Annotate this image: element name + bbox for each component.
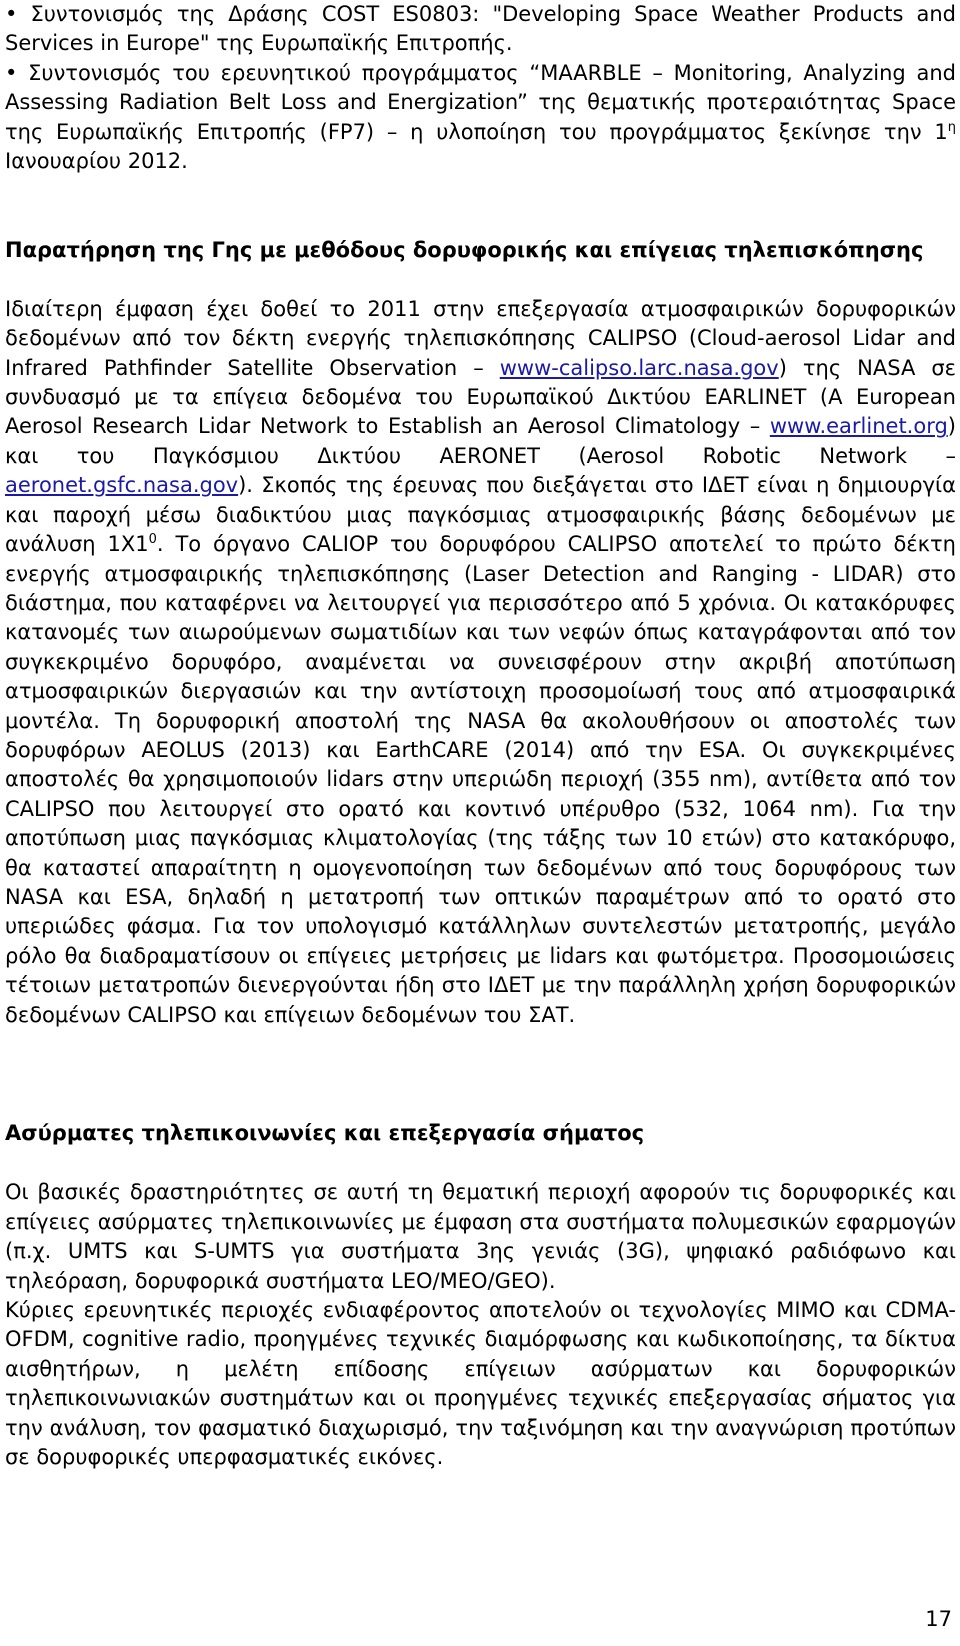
link-aeronet[interactable]: aeronet.gsfc.nasa.gov — [5, 473, 239, 498]
bullet-item-cost-action — [5, 0, 956, 59]
bullet-text: • Συντονισμός του ερευνητικού προγράμματος “MAARBLE – Monitoring, Analyzing and Assessing Radiation Belt Loss and Energization” της θεματικής προτεραιότητας Space της Ευρωπαϊκής Επιτροπής (FP7) – η υλοποίηση του προγράμματος ξεκίνησε την 1 — [5, 60, 956, 144]
document-page — [5, 0, 956, 1472]
paragraph-text: . Το όργανο CALIOP του δορυφόρου CALIPSO αποτελεί το πρώτο δέκτη ενεργής ατμοσφαιρικής τηλεπισκόπησης (Laser Detection and Ranging - LIDAR) στο διάστημα, που καταφέρνει να λειτουργεί για περισσότερο από 5 χρόνια. Οι κατακόρυφες κατανομές των αιωρούμενων σωματιδίων και των νεφών όπως καταγράφονται από τον συγκεκριμένο δορυφόρο, αναμένεται να συνεισφέρουν στην ακριβή αποτύπωση ατμοσφαιρικών διεργασιών και την αντίστοιχη προσομοίωσή τους από ατμοσφαιρικά μοντέλα. Τη δορυφορική αποστολή της NASA θα ακολουθήσουν οι αποστολές των δορυφόρων AEOLUS (2013) και EarthCARE (2014) από την ESA. Οι συγκεκριμένες αποστολές θα χρησιμοποιούν lidars στην υπεριώδη περιοχή (355 nm), αντίθετα από τον CALIPSO που λειτουργεί στο ορατό και κοντινό υπέρυθρο (532, 1064 nm). Για την αποτύπωση μιας παγκόσμιας κλιματολογίας (της τάξης των 10 ετών) στο κατακόρυφο, θα καταστεί απαραίτητη η ομογενοποίηση των δεδομένων από τους δορυφόρους των NASA και ESA, δηλαδή η μετατροπή των οπτικών παραμέτρων από το ορατό στο υπεριώδες φάσμα. Για τον υπολογισμό κατάλληλων συντελεστών μετατροπής, μεγάλο ρόλο θα διαδραματίσουν οι επίγειες μετρήσεις με lidars και φωτόμετρα. Προσομοιώσεις τέτοιων μετατροπών διενεργούνται ήδη στο ΙΔΕΤ με την παράλληλη χρήση δορυφορικών δεδομένων CALIPSO και επίγειων δεδομένων του ΣΑΤ. — [5, 532, 956, 1027]
degree-superscript: 0 — [148, 532, 157, 548]
paragraph-text: ) και του Παγκόσμιου Δικτύου AERONET (Aerosol Robotic Network – — [5, 414, 956, 468]
paragraph-text: ). Σκοπός της έρευνας που διεξάγεται στο ΙΔΕΤ είναι η δημιουργία και παροχή μέσω διαδικτύου μιας παγκόσμιας ατμοσφαιρικής βάσης δεδομένων με ανάλυση 1Χ1 — [5, 473, 956, 557]
paragraph-earth-observation — [5, 295, 956, 1030]
paragraph-text: Ιδιαίτερη έμφαση έχει δοθεί το 2011 στην επεξεργασία ατμοσφαιρικών δορυφορικών δεδομένων από τον δέκτη ενεργής τηλεπισκόπησης CALIPSO (Cloud-aerosol Lidar and Infrared Pathfinder Satellite Observation – — [5, 296, 956, 380]
paragraph-wireless-activities: Οι βασικές δραστηριότητες σε αυτή τη θεματική περιοχή αφορούν τις δορυφορικές και επίγειες ασύρματες τηλεπικοινωνίες με έμφαση στα συστήματα πολυμεσικών εφαρμογών (π.χ. UMTS και S-UMTS για συστήματα 3ης γενιάς (3G), ψηφιακό ραδιόφωνο και τηλεόραση, δορυφορικά συστήματα LEO/MEO/GEO). — [5, 1180, 956, 1293]
link-calipso[interactable]: www-calipso.larc.nasa.gov — [499, 355, 779, 380]
section-heading-earth-observation: Παρατήρηση της Γης με μεθόδους δορυφορικής και επίγειας τηλεπισκόπησης — [5, 238, 924, 263]
bullet-text-end: Ιανουαρίου 2012. — [5, 149, 188, 174]
page-number: 17 — [925, 1607, 952, 1631]
paragraph-text: ) της NASA σε συνδυασμό με τα επίγεια δεδομένα του Ευρωπαϊκού Δικτύου EARLINET (A European Aerosol Research Lidar Network to Establish an Aerosol Climatology – — [5, 355, 956, 439]
section-heading-wireless: Ασύρματες τηλεπικοινωνίες και επεξεργασία σήματος — [5, 1121, 645, 1145]
ordinal-superscript: η — [947, 119, 956, 135]
bullet-item-maarble — [5, 59, 956, 177]
paragraph-wireless-research-areas: Κύριες ερευνητικές περιοχές ενδιαφέροντος αποτελούν οι τεχνολογίες MIMO και CDMA-OFDM, cognitive radio, προηγμένες τεχνικές διαμόρφωσης και κωδικοποίησης, τα δίκτυα αισθητήρων, η μελέτη επίδοσης επίγειων ασύρματων και δορυφορικών τηλεπικοινωνιακών συστημάτων και οι προηγμένες τεχνικές επεξεργασίας σήματος για την ανάλυση, τον φασματικό διαχωρισμό, την ταξινόμηση και την αναγνώριση προτύπων σε δορυφορικές υπερφασματικές εικόνες. — [5, 1298, 956, 1470]
bullet-text: • Συντονισμός της Δράσης COST ES0803: "Developing Space Weather Products and Services in Europe" της Ευρωπαϊκής Επιτροπής. — [5, 2, 956, 56]
link-earlinet[interactable]: www.earlinet.org — [769, 414, 948, 439]
